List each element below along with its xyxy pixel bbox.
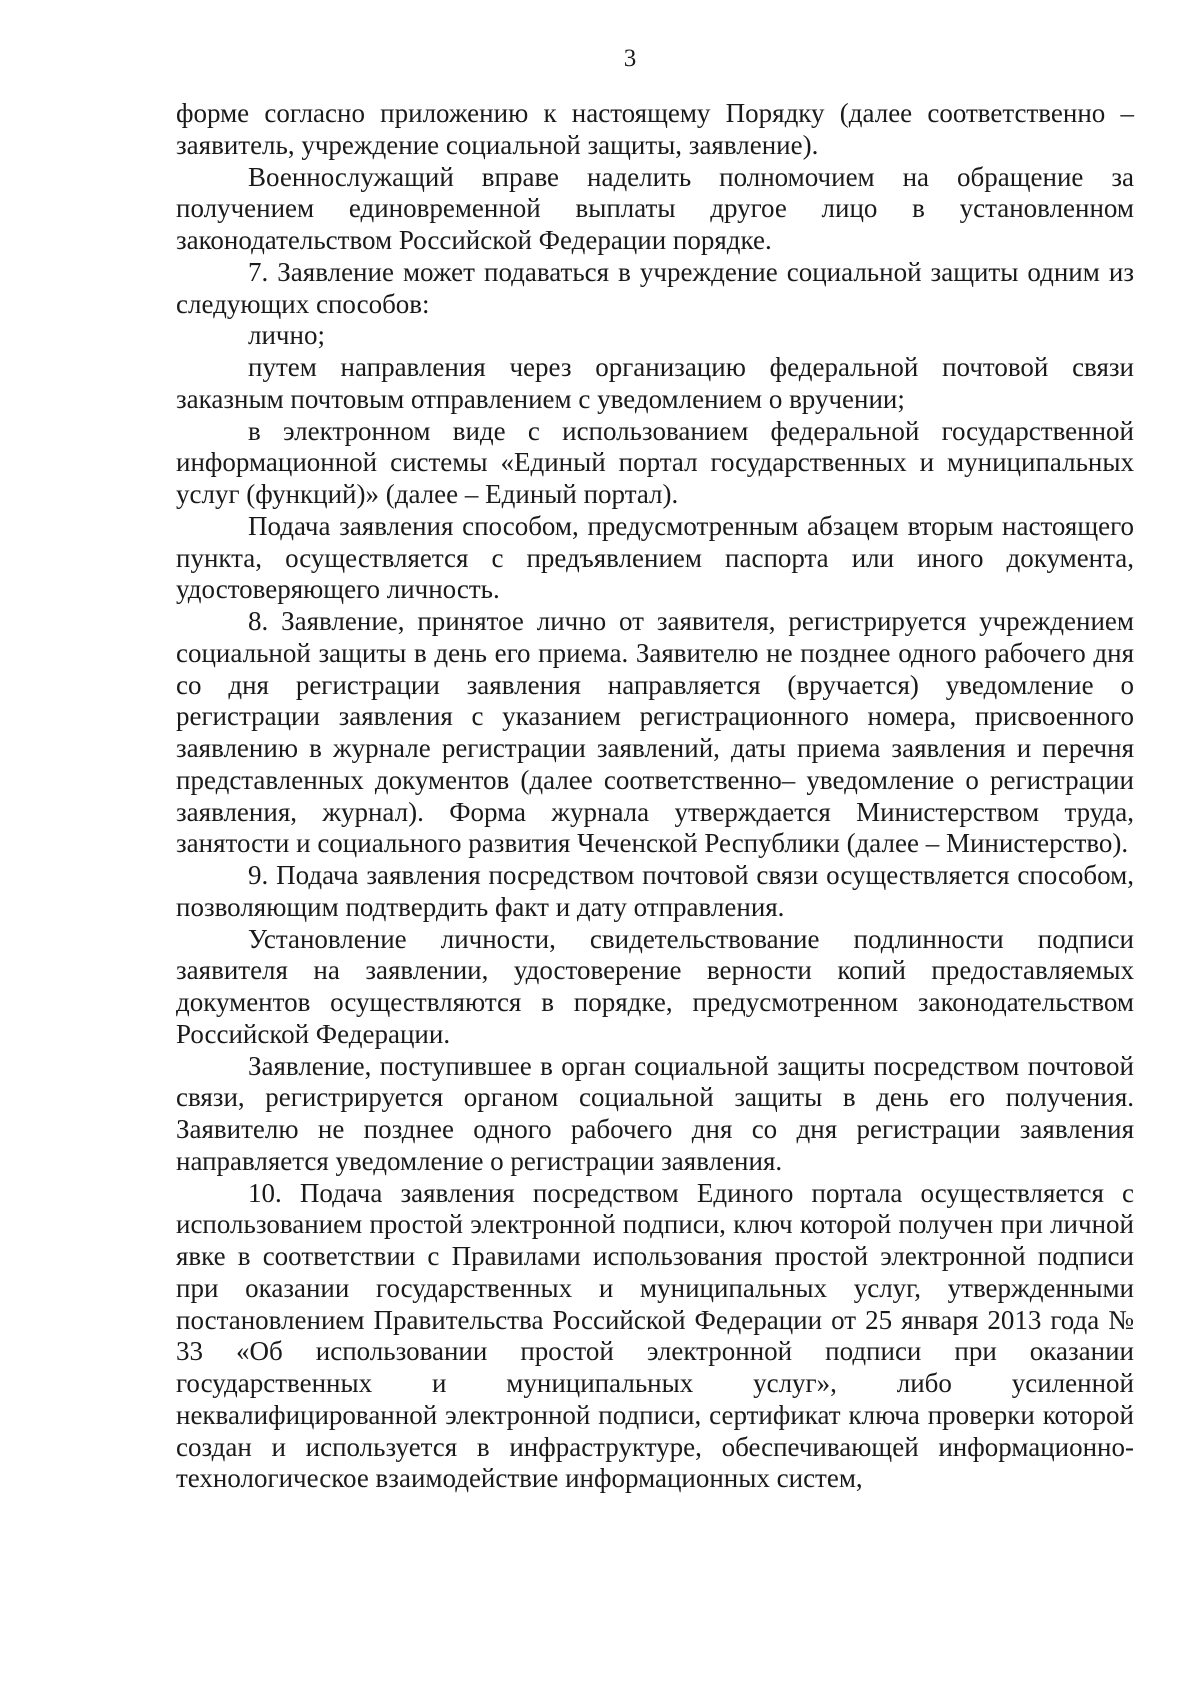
paragraph-continuation: форме согласно приложению к настоящему Порядку (далее соответственно – заявитель, учреждение социальной защиты, заявление). (176, 98, 1134, 160)
paragraph-postal-registration: Заявление, поступившее в орган социальной защиты посредством почтовой связи, регистрируется органом социальной защиты в день его получения. Заявителю не позднее одного рабочего дня со дня регистрации заявления направляется уведомление о регистрации заявления. (176, 1050, 1134, 1176)
paragraph-method-in-person: лично; (248, 320, 325, 351)
page-number: 3 (623, 45, 637, 72)
paragraph-item-9: 9. Подача заявления посредством почтовой связи осуществляется способом, позволяющим подтвердить факт и дату отправления. (176, 860, 1134, 922)
paragraph-method-electronic: в электронном виде с использованием федеральной государственной информационной системы «Единый портал государственных и муниципальных услуг (функций)» (далее – Единый портал). (176, 415, 1134, 509)
paragraph-method-post: путем направления через организацию федеральной почтовой связи заказным почтовым отправлением с уведомлением о вручении; (176, 352, 1134, 414)
paragraph-item-10: 10. Подача заявления посредством Единого портала осуществляется с использованием простой электронной подписи, ключ которой получен при личной явке в соответствии с Правилами использования простой электронной подписи при оказании государственных и муниципальных услуг, утвержденными постановлением Правительства Российской Федерации от 25 января 2013 года № 33 «Об использовании простой электронной подписи при оказании государственных и муниципальных услуг», либо усиленной неквалифицированной электронной подписи, сертификат ключа проверки которой создан и используется в инфраструктуре, обеспечивающей информационно-технологическое взаимодействие информационных систем, (176, 1177, 1134, 1494)
document-body (176, 98, 1134, 1495)
paragraph-proxy-authority: Военнослужащий вправе наделить полномочием на обращение за получением единовременной выплаты другое лицо в установленном законодательством Российской Федерации порядке. (176, 161, 1134, 255)
paragraph-passport: Подача заявления способом, предусмотренным абзацем вторым настоящего пункта, осуществляется с предъявлением паспорта или иного документа, удостоверяющего личность. (176, 510, 1134, 605)
paragraph-identity: Установление личности, свидетельствование подлинности подписи заявителя на заявлении, удостоверение верности копий предоставляемых документов осуществляются в порядке, предусмотренном законодательством Российской Федерации. (176, 923, 1134, 1049)
paragraph-item-7: 7. Заявление может подаваться в учреждение социальной защиты одним из следующих способов: (176, 256, 1134, 319)
paragraph-item-8: 8. Заявление, принятое лично от заявителя, регистрируется учреждением социальной защиты в день его приема. Заявителю не позднее одного рабочего дня со дня регистрации заявления направляется (вручается) уведомление о регистрации заявления с указанием регистрационного номера, присвоенного заявлению в журнале регистрации заявлений, даты приема заявления и перечня представленных документов (далее соответственно– уведомление о регистрации заявления, журнал). Форма журнала утверждается Министерством труда, занятости и социального развития Чеченской Республики (далее – Министерство). (176, 606, 1134, 859)
